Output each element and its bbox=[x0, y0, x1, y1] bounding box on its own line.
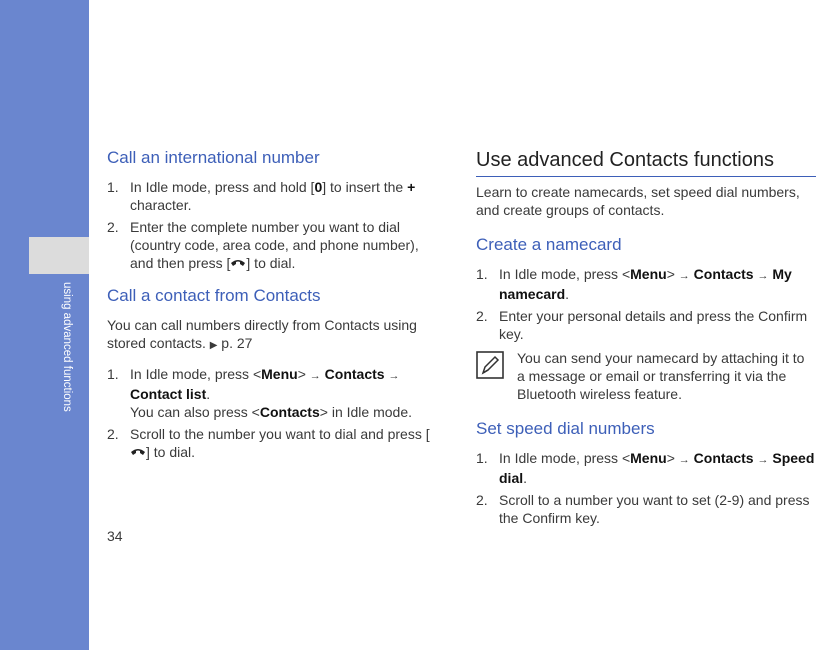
international-steps bbox=[107, 178, 442, 272]
call-key-icon bbox=[230, 258, 246, 270]
list-item: 1. In Idle mode, press <Menu> → Contacts → Speed dial. bbox=[476, 450, 815, 486]
note-pencil-icon bbox=[476, 351, 504, 379]
chapter-label: using advanced functions bbox=[61, 282, 73, 412]
page-number: 34 bbox=[107, 528, 123, 544]
contacts-call-steps bbox=[107, 365, 442, 461]
page-title: Use advanced Contacts functions bbox=[476, 146, 816, 177]
step-note: You can also press <Contacts> in Idle mode. bbox=[130, 404, 412, 420]
speed-dial-steps bbox=[476, 449, 816, 527]
chapter-tab bbox=[29, 237, 89, 274]
namecard-heading: Create a namecard bbox=[476, 235, 622, 254]
page-reference: p. 27 bbox=[217, 335, 253, 351]
namecard-steps bbox=[476, 265, 816, 343]
contacts-call-intro: You can call numbers directly from Contacts using stored contacts. ▶ p. 27 bbox=[107, 317, 417, 351]
call-key-icon bbox=[130, 447, 146, 459]
right-column bbox=[476, 146, 816, 539]
note-text: You can send your namecard by attaching it to a message or email or transferring it via the Bluetooth wireless feature. bbox=[517, 350, 805, 402]
list-item: 1. In Idle mode, press <Menu> → Contacts → Contact list. You can also press <Contacts> in Idle mode. bbox=[107, 365, 442, 421]
speed-dial-heading: Set speed dial numbers bbox=[476, 419, 655, 438]
list-item: 2. Enter the complete number you want to dial (country code, area code, and phone number), and then press [ ] to dial. bbox=[107, 219, 419, 271]
page-ref-arrow-icon: ▶ bbox=[209, 340, 218, 351]
list-item: 2. Scroll to the number you want to dial and press [] to dial. bbox=[107, 426, 430, 460]
chapter-sidebar bbox=[0, 0, 89, 650]
international-heading: Call an international number bbox=[107, 148, 320, 167]
section-intro: Learn to create namecards, set speed dial numbers, and create groups of contacts. bbox=[476, 184, 800, 218]
list-item: 1. In Idle mode, press <Menu> → Contacts → My namecard. bbox=[476, 266, 792, 302]
contacts-call-heading: Call a contact from Contacts bbox=[107, 286, 321, 305]
list-item: 2. Enter your personal details and press the Confirm key. bbox=[476, 308, 808, 342]
list-item: 2. Scroll to a number you want to set (2-9) and press the Confirm key. bbox=[476, 492, 810, 526]
left-column bbox=[107, 146, 442, 473]
list-item: 1. In Idle mode, press and hold [0] to insert the + character. bbox=[107, 179, 416, 213]
namecard-note bbox=[476, 349, 816, 403]
